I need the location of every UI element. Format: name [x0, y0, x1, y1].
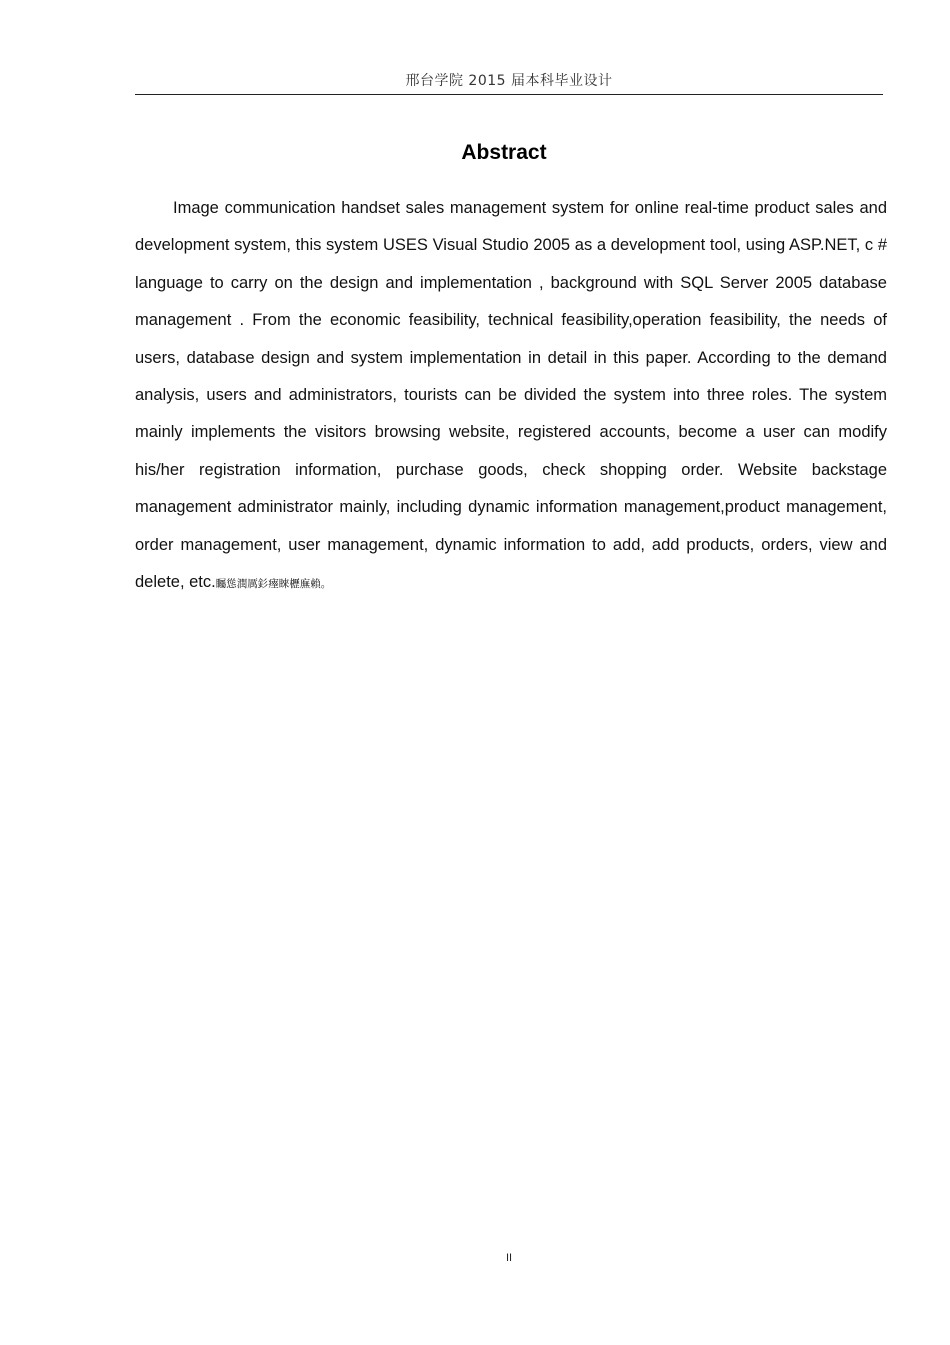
abstract-body [135, 190, 887, 603]
abstract-text: Image communication handset sales management system for online real-time product sales and development system, this system USES Visual Studio 2005 as a development tool, using ASP.NET, c # language to carry on the design and implementation , background with SQL Server 2005 database management . From the economic feasibility, technical feasibility,operation feasibility, the needs of users, database design and system implementation in detail in this paper. According to the demand analysis, users and administrators, tourists can be divided the system into three roles. The system mainly implements the visitors browsing website, registered accounts, become a user can modify his/her registration information, purchase goods, check shopping order. Website backstage management administrator mainly, including dynamic information management,product management, order management, user management, dynamic information to add, add products, orders, view and delete, etc. [135, 199, 887, 592]
abstract-title: Abstract [461, 141, 547, 164]
page-header: 邢台学院 2015 届本科毕业设计 [405, 73, 613, 89]
page-number: II [505, 1252, 513, 1264]
header-rule [135, 94, 883, 95]
garbled-suffix: 矚慫潤厲釤瘞睞櫪廡賴。 [215, 578, 332, 591]
